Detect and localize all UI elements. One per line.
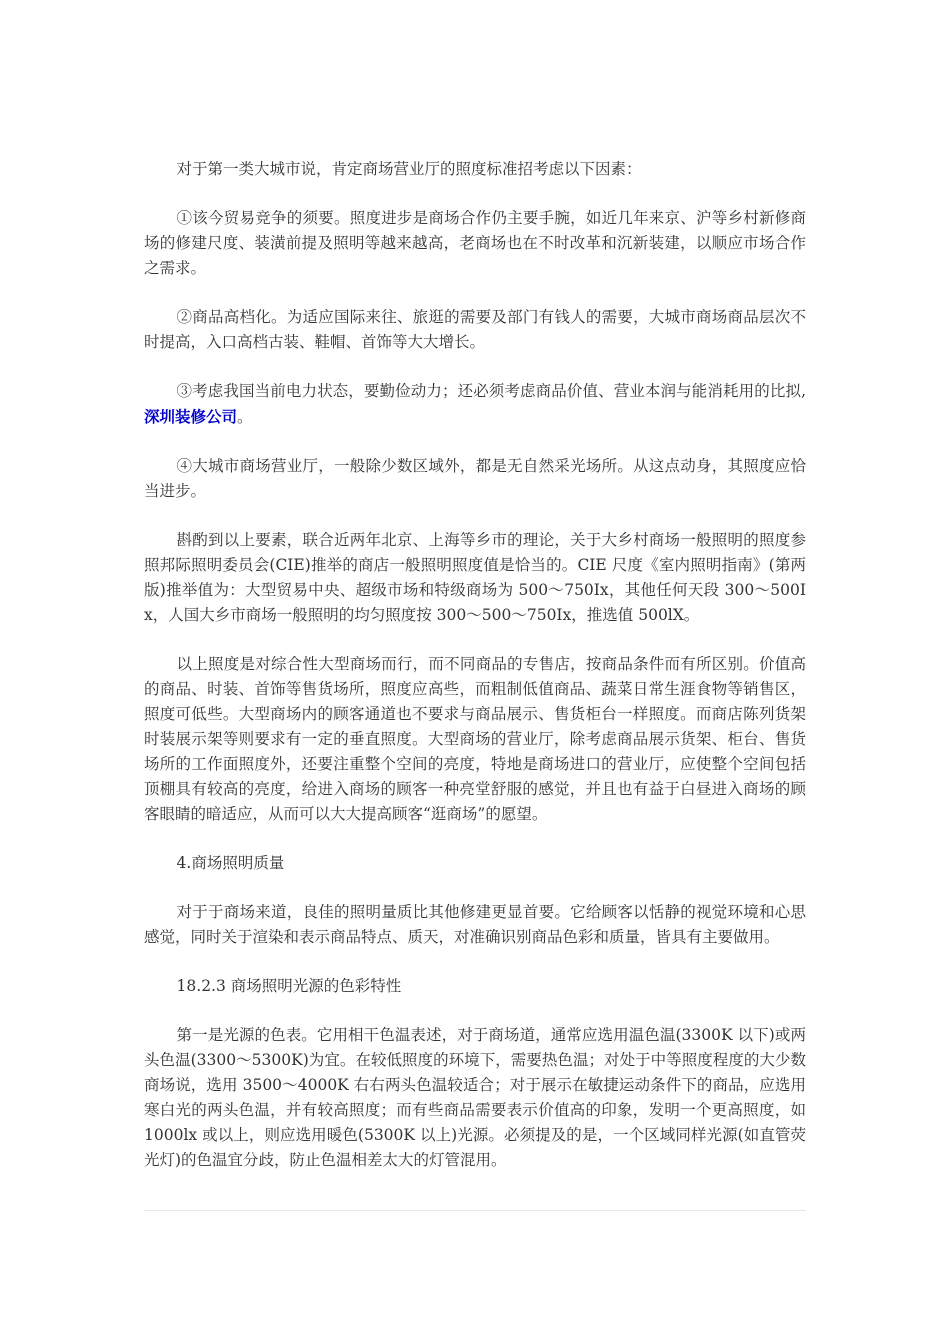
paragraph-lighting-quality: 对于于商场来道，良佳的照明量质比其他修建更显首要。它给顾客以恬静的视觉环境和心思感觉，同时关于渲染和表示商品特点、质天，对准确识别商品色彩和质量，皆具有主要做用。 [144, 903, 806, 946]
shenzhen-decoration-link[interactable]: 深圳装修公司 [144, 407, 238, 426]
paragraph-color-temperature: 第一是光源的色表。它用相干色温表述，对于商场道，通常应选用温色温(3300K 以下)或两头色温(3300～5300K)为宜。在较低照度的环境下，需要热色温；对处于中等照度程度的大少数商场说，选用 3500～4000K 右右两头色温较适合；对于展示在敏捷运动条件下的商品，应选用寒白光的两头色温，并有较高照度；而有些商品需要表示价值高的印象，发明一个更高照度，如 1000lx 或以上，则应选用暖色(5300K 以上)光源。必须提及的是，一个区域同样光源(如直管荧光灯)的色温宜分歧，防止色温相差太大的灯管混用。 [144, 1026, 806, 1169]
paragraph-factor-4: ④大城市商场营业厅，一般除少数区域外，都是无自然采光场所。从这点动身，其照度应恰当进步。 [144, 457, 806, 500]
article-body [144, 157, 806, 1197]
document-page [144, 0, 806, 1344]
bottom-divider [144, 1210, 806, 1211]
paragraph-factor-2: ②商品高档化。为适应国际来往、旅逛的需要及部门有钱人的需要，大城市商场商品层次不时提高，入口高档古装、鞋帽、首饰等大大增长。 [144, 308, 806, 351]
paragraph-factor-1: ①该今贸易竞争的须要。照度进步是商场合作仍主要手腕，如近几年来京、沪等乡村新修商场的修建尺度、装潢前提及照明等越来越高，老商场也在不时改革和沉新装建，以顺应市场合作之需求。 [144, 209, 806, 277]
paragraph-cie-standard: 斟酌到以上要素，联合近两年北京、上海等乡市的理论，关于大乡村商场一般照明的照度参照邦际照明委员会(CIE)推举的商店一般照明照度值是恰当的。CIE 尺度《室内照明指南》(第两版)推举值为：大型贸易中央、超级市场和特级商场为 500～750Ix，其他任何天段 300～500Ix，人国大乡市商场一般照明的均匀照度按 300～500～750Ix，推选值 500lX。 [144, 531, 806, 624]
section-heading-lighting-quality: 4.商场照明质量 [176, 854, 285, 872]
paragraph-factor-3-text: ③考虑我国当前电力状态，要勤俭动力；还必须考虑商品价值、营业本润与能消耗用的比拟, [176, 382, 806, 400]
paragraph-factor-3-end: 。 [237, 408, 253, 426]
paragraph-illuminance-detail: 以上照度是对综合性大型商场而行，而不同商品的专售店，按商品条件而有所区别。价值高的商品、时装、首饰等售货场所，照度应高些，而粗制低值商品、蔬菜日常生涯食物等销售区，照度可低些。大型商场内的顾客通道也不要求与商品展示、售货柜台一样照度。而商店陈列货架时装展示架等则要求有一定的垂直照度。大型商场的营业厅，除考虑商品展示货架、柜台、售货场所的工作面照度外，还要注重整个空间的亮度，特地是商场进口的营业厅，应使整个空间包括顶棚具有较高的亮度，给进入商场的顾客一种亮堂舒服的感觉，并且也有益于白昼进入商场的顾客眼睛的暗适应，从而可以大大提高顾客“逛商场”的愿望。 [144, 655, 806, 823]
paragraph-factor-3 [144, 379, 806, 430]
section-heading-color-characteristics: 18.2.3 商场照明光源的色彩特性 [176, 977, 402, 995]
paragraph-intro: 对于第一类大城市说，肯定商场营业厅的照度标准招考虑以下因素： [176, 160, 642, 178]
